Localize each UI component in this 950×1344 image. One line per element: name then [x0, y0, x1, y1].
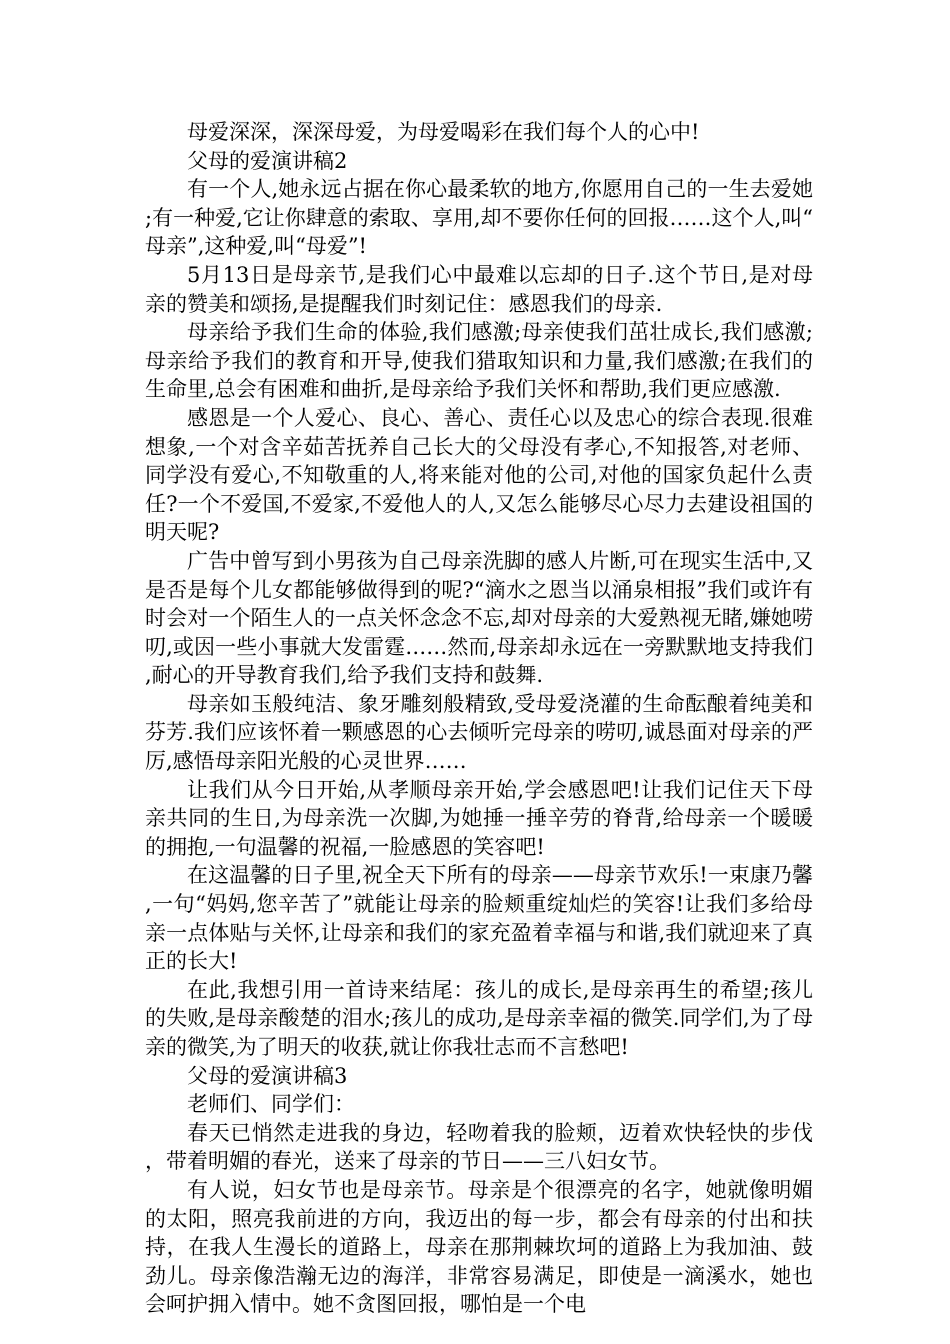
paragraph: 母亲给予我们生命的体验,我们感激;母亲使我们茁壮成长,我们感激;母亲给予我们的教育和开导,使我们猎取知识和力量,我们感激;在我们的生命里,总会有困难和曲折,是母亲给予我们关怀和帮助,我们更应感激.: [145, 320, 813, 402]
paragraph: 春天已悄然走进我的身边，轻吻着我的脸颊，迈着欢快轻快的步伐，带着明媚的春光，送来了母亲的节日——三八妇女节。: [145, 1120, 813, 1174]
paragraph: 有人说，妇女节也是母亲节。母亲是个很漂亮的名字，她就像明媚的太阳，照亮我前进的方向，我迈出的每一步，都会有母亲的付出和扶持，在我人生漫长的道路上，母亲在那荆棘坎坷的道路上为我加油、鼓劲儿。母亲像浩瀚无边的海洋，非常容易满足，即使是一滴溪水，她也会呵护拥入情中。她不贪图回报，哪怕是一个电: [145, 1177, 813, 1317]
paragraph: 5月13日是母亲节,是我们心中最难以忘却的日子.这个节日,是对母亲的赞美和颂扬,是提醒我们时刻记住：感恩我们的母亲.: [145, 262, 813, 316]
document-page: [145, 118, 813, 1319]
closing-line: 母爱深深，深深母爱，为母爱喝彩在我们每个人的心中!: [187, 120, 700, 144]
paragraph: 广告中曾写到小男孩为自己母亲洗脚的感人片断,可在现实生活中,又是否是每个儿女都能够做得到的呢?“滴水之恩当以涌泉相报”我们或许有时会对一个陌生人的一点关怀念念不忘,却对母亲的大爱熟视无睹,嫌她唠叨,或因一些小事就大发雷霆……然而,母亲却永远在一旁默默地支持我们,耐心的开导教育我们,给予我们支持和鼓舞.: [145, 548, 813, 688]
paragraph: 让我们从今日开始,从孝顺母亲开始,学会感恩吧!让我们记住天下母亲共同的生日,为母亲洗一次脚,为她捶一捶辛劳的脊背,给母亲一个暖暖的拥抱,一句温馨的祝福,一脸感恩的笑容吧!: [145, 777, 813, 859]
paragraph: 在这温馨的日子里,祝全天下所有的母亲——母亲节欢乐!一束康乃馨,一句“妈妈,您辛苦了”就能让母亲的脸颊重绽灿烂的笑容!让我们多给母亲一点体贴与关怀,让母亲和我们的家充盈着幸福与和谐,我们就迎来了真正的长大!: [145, 863, 813, 974]
paragraph: 母亲如玉般纯洁、象牙雕刻般精致,受母爱浇灌的生命酝酿着纯美和芬芳.我们应该怀着一颗感恩的心去倾听完母亲的唠叨,诚恳面对母亲的严厉,感悟母亲阳光般的心灵世界……: [145, 691, 813, 774]
salutation: 老师们、同学们：: [187, 1092, 355, 1117]
paragraph: 感恩是一个人爱心、良心、善心、责任心以及忠心的综合表现.很难想象,一个对含辛茹苦抚养自己长大的父母没有孝心,不知报答,对老师、同学没有爱心,不知敬重的人,将来能对他的公司,对他的国家负起什么责任?一个不爱国,不爱家,不爱他人的人,又怎么能够尽心尽力去建设祖国的明天呢?: [145, 405, 813, 545]
section-title-3: 父母的爱演讲稿3: [187, 1063, 348, 1088]
section-title-2: 父母的爱演讲稿2: [187, 148, 348, 173]
paragraph: 在此,我想引用一首诗来结尾：孩儿的成长,是母亲再生的希望;孩儿的失败,是母亲酸楚的泪水;孩儿的成功,是母亲幸福的微笑.同学们,为了母亲的微笑,为了明天的收获,就让你我壮志而不言愁吧!: [145, 977, 813, 1059]
paragraph: 有一个人,她永远占据在你心最柔软的地方,你愿用自己的一生去爱她;有一种爱,它让你肆意的索取、享用,却不要你任何的回报……这个人,叫“母亲”,这种爱,叫“母爱”!: [145, 177, 813, 259]
